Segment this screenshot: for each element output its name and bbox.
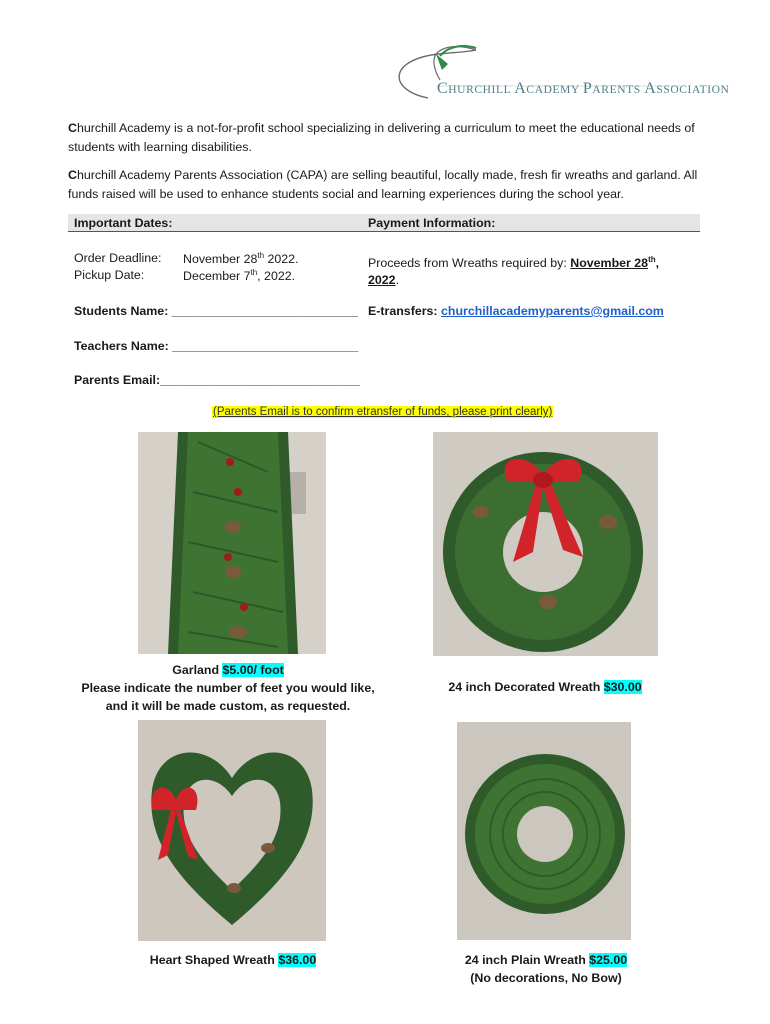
heart-wreath-photo — [138, 720, 326, 941]
plain-wreath-photo — [457, 722, 631, 940]
etransfer-email-link[interactable]: churchillacademyparents@gmail.com — [441, 304, 664, 318]
plain-wreath-name: 24 inch Plain Wreath — [464, 953, 590, 967]
order-deadline-label: Order Deadline: — [74, 251, 162, 265]
parents-email-note: (Parents Email is to confirm etransfer of funds, please print clearly) — [213, 406, 553, 418]
decorated-wreath-photo — [433, 432, 658, 656]
garland-photo — [138, 432, 326, 654]
plain-wreath-caption — [430, 951, 662, 987]
decorated-wreath-price: $30.00 — [603, 680, 642, 694]
etransfer-line: E-transfers: churchillacademyparents@gmail.com — [368, 304, 664, 318]
garland-desc-2: and it will be made custom, as requested. — [105, 699, 351, 713]
garland-desc-1: Please indicate the number of feet you would like, — [81, 681, 375, 695]
parents-email-field[interactable]: Parents Email:_____________________________ — [74, 373, 360, 387]
pickup-date-value: December 7th, 2022. — [183, 268, 296, 284]
decorated-wreath-caption — [430, 678, 660, 696]
pickup-date-label: Pickup Date: — [74, 268, 145, 282]
intro-paragraph-1: Churchill Academy is a not-for-profit school specializing in delivering a curriculum to meet the educational needs of students with learning disabilities. — [68, 121, 695, 154]
heart-wreath-name: Heart Shaped Wreath — [149, 953, 279, 967]
students-name-field[interactable]: Students Name: ___________________________ — [74, 304, 358, 318]
heart-wreath-price: $36.00 — [278, 953, 317, 967]
proceeds-text: Proceeds from Wreaths required by: November 28th, 2022. — [368, 255, 660, 288]
plain-wreath-desc: (No decorations, No Bow) — [470, 971, 622, 985]
payment-info-heading: Payment Information: — [368, 216, 496, 230]
plain-wreath-price: $25.00 — [589, 953, 628, 967]
heart-wreath-caption — [108, 951, 358, 969]
intro-paragraph-2: Churchill Academy Parents Association (CAPA) are selling beautiful, locally made, fresh fir wreaths and garland. All funds raised will be used to enhance students social and learning experiences during the school year. — [68, 168, 698, 201]
decorated-wreath-name: 24 inch Decorated Wreath — [448, 680, 604, 694]
garland-caption — [68, 661, 388, 715]
logo-org-name: CHURCHILL ACADEMY PARENTS ASSOCIATION — [437, 80, 730, 97]
teachers-name-field[interactable]: Teachers Name: ___________________________ — [74, 339, 359, 353]
garland-name: Garland — [172, 663, 223, 677]
important-dates-heading: Important Dates: — [74, 216, 173, 230]
order-deadline-value: November 28th 2022. — [183, 251, 299, 267]
garland-price: $5.00/ foot — [222, 663, 284, 677]
